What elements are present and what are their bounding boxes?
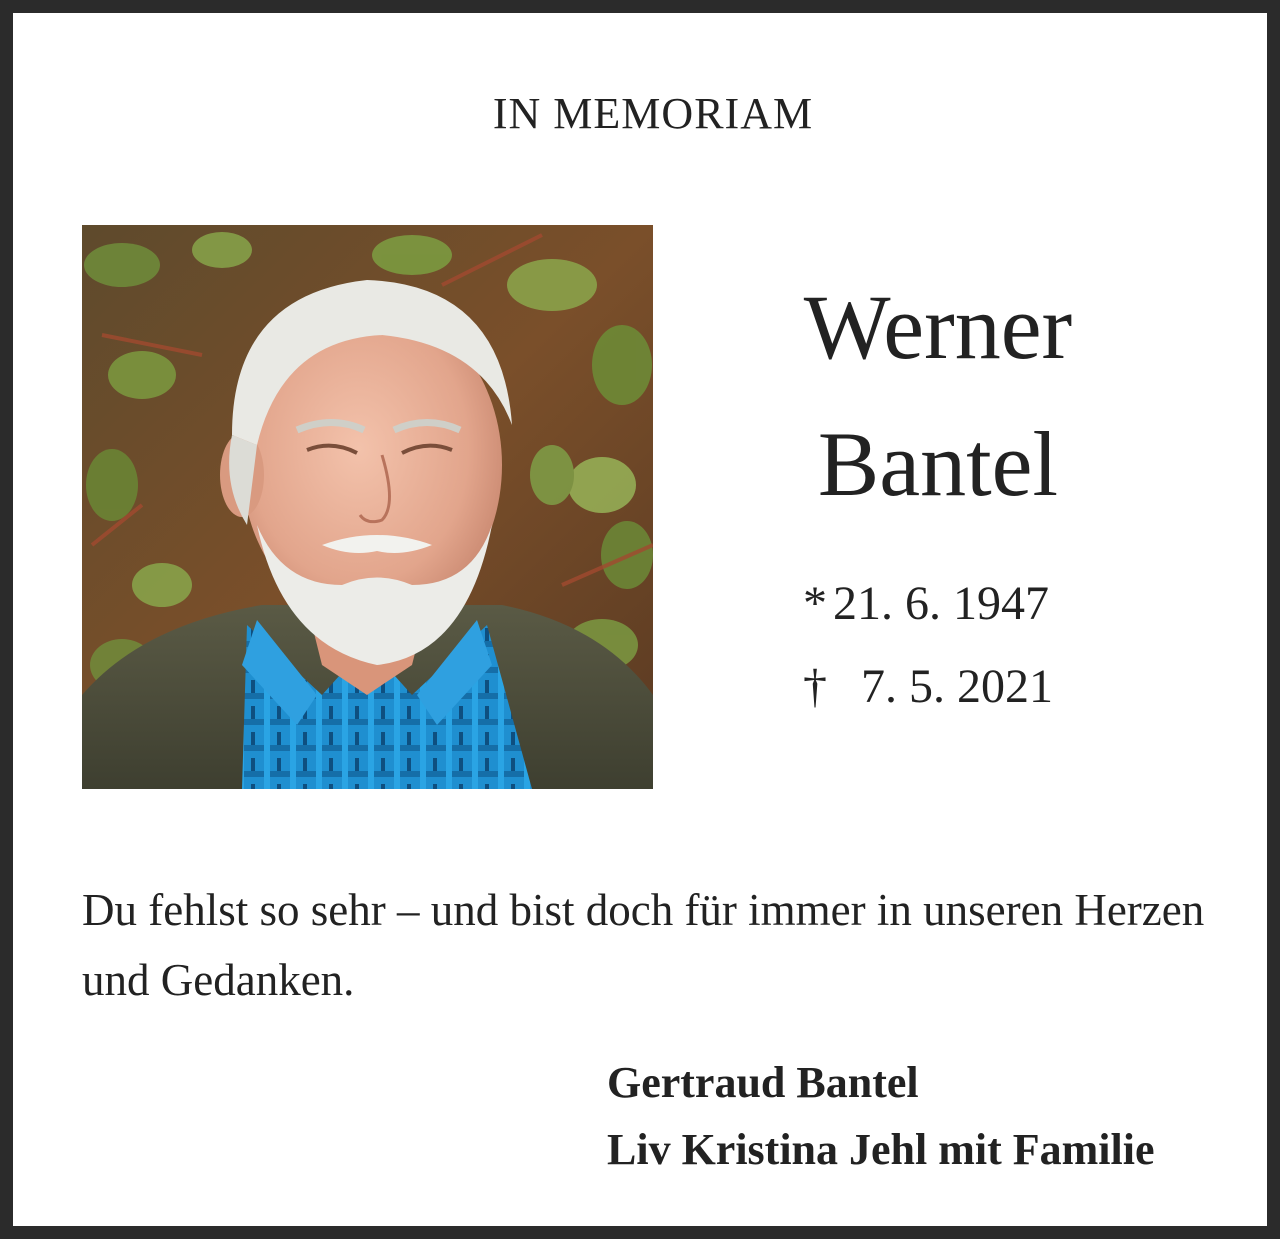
death-date-line — [803, 660, 1053, 713]
first-name: Werner — [803, 276, 1073, 378]
portrait-photo — [82, 225, 653, 789]
tribute-text: Du fehlst so sehr – und bist doch für immer in unseren Herzen und Gedanken. — [82, 885, 1205, 1005]
birth-date: 21. 6. 1947 — [833, 577, 1049, 630]
signer-name: Liv Kristina Jehl mit Familie — [607, 1125, 1155, 1174]
signer-name: Gertraud Bantel — [607, 1058, 919, 1107]
portrait-illustration — [82, 225, 653, 789]
death-date: 7. 5. 2021 — [861, 660, 1053, 713]
birth-star-icon: * — [803, 577, 827, 630]
birth-date-line — [803, 577, 1049, 630]
notice-header: IN MEMORIAM — [492, 89, 814, 138]
last-name: Bantel — [817, 413, 1059, 515]
death-cross-icon: † — [803, 660, 827, 713]
